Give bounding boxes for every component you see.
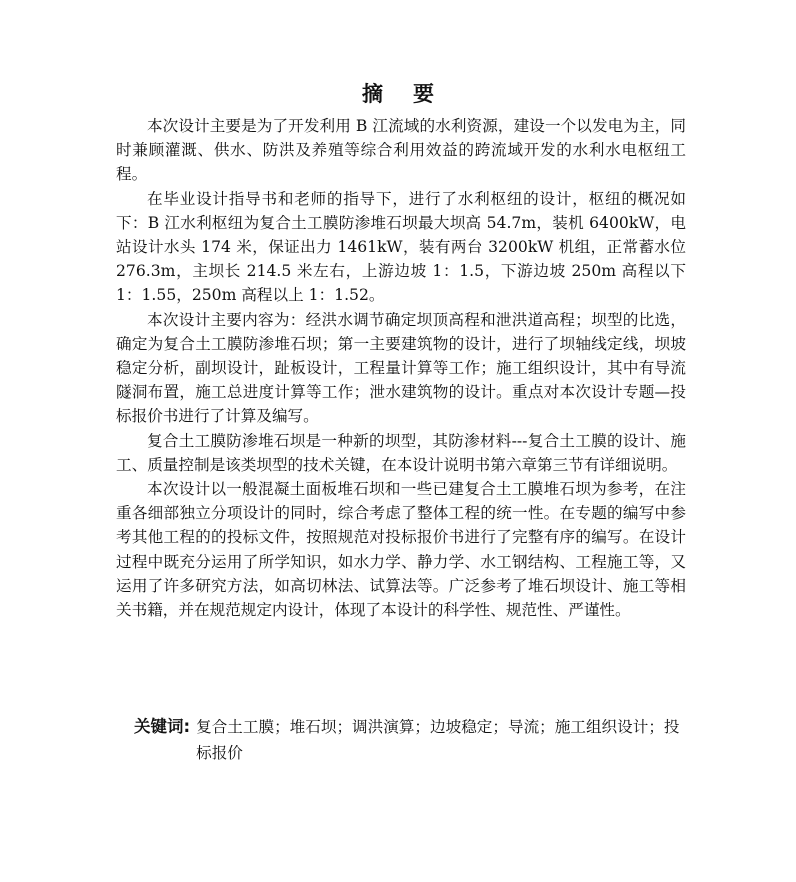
abstract-title: 摘要 — [362, 82, 464, 106]
abstract-paragraph: 在毕业设计指导书和老师的指导下，进行了水利枢纽的设计，枢纽的概况如下：B 江水利枢纽为复合土工膜防渗堆石坝最大坝高 54.7m，装机 6400kW，电站设计水头 174 米，保证出力 1461kW，装有两台 3200kW 机组，正常蓄水位 276.3m，主坝长 214.5 米左右，上游边坡 1：1.5，下游边坡 250m 高程以下 1：1.55，250m 高程以上 1：1.52。 — [116, 189, 686, 305]
keywords-block — [134, 714, 692, 766]
abstract-paragraph: 本次设计主要内容为：经洪水调节确定坝顶高程和泄洪道高程；坝型的比选，确定为复合土工膜防渗堆石坝；第一主要建筑物的设计，进行了坝轴线定线，坝坡稳定分析，副坝设计，趾板设计，工程量计算等工作；施工组织设计，其中有导流隧洞布置，施工总进度计算等工作；泄水建筑物的设计。重点对本次设计专题—投标报价书进行了计算及编写。 — [116, 310, 686, 426]
keywords-text: 复合土工膜；堆石坝；调洪演算；边坡稳定；导流；施工组织设计；投标报价 — [196, 718, 680, 762]
keywords-label: 关键词: — [134, 717, 191, 736]
abstract-paragraph: 复合土工膜防渗堆石坝是一种新的坝型，其防渗材料---复合土工膜的设计、施工、质量控制是该类坝型的技术关键，在本设计说明书第六章第三节有详细说明。 — [116, 431, 686, 474]
abstract-paragraph: 本次设计以一般混凝土面板堆石坝和一些已建复合土工膜堆石坝为参考，在注重各细部独立分项设计的同时，综合考虑了整体工程的统一性。在专题的编写中参考其他工程的的投标文件，按照规范对投标报价书进行了完整有序的编写。在设计过程中既充分运用了所学知识，如水力学、静力学、水工钢结构、工程施工等，又运用了许多研究方法，如高切林法、试算法等。广泛参考了堆石坝设计、施工等相关书籍，并在规范规定内设计，体现了本设计的科学性、规范性、严谨性。 — [116, 480, 686, 620]
abstract-paragraph: 本次设计主要是为了开发利用 B 江流域的水利资源，建设一个以发电为主，同时兼顾灌溉、供水、防洪及养殖等综合利用效益的跨流域开发的水利水电枢纽工程。 — [116, 117, 686, 184]
abstract-body — [116, 114, 686, 622]
